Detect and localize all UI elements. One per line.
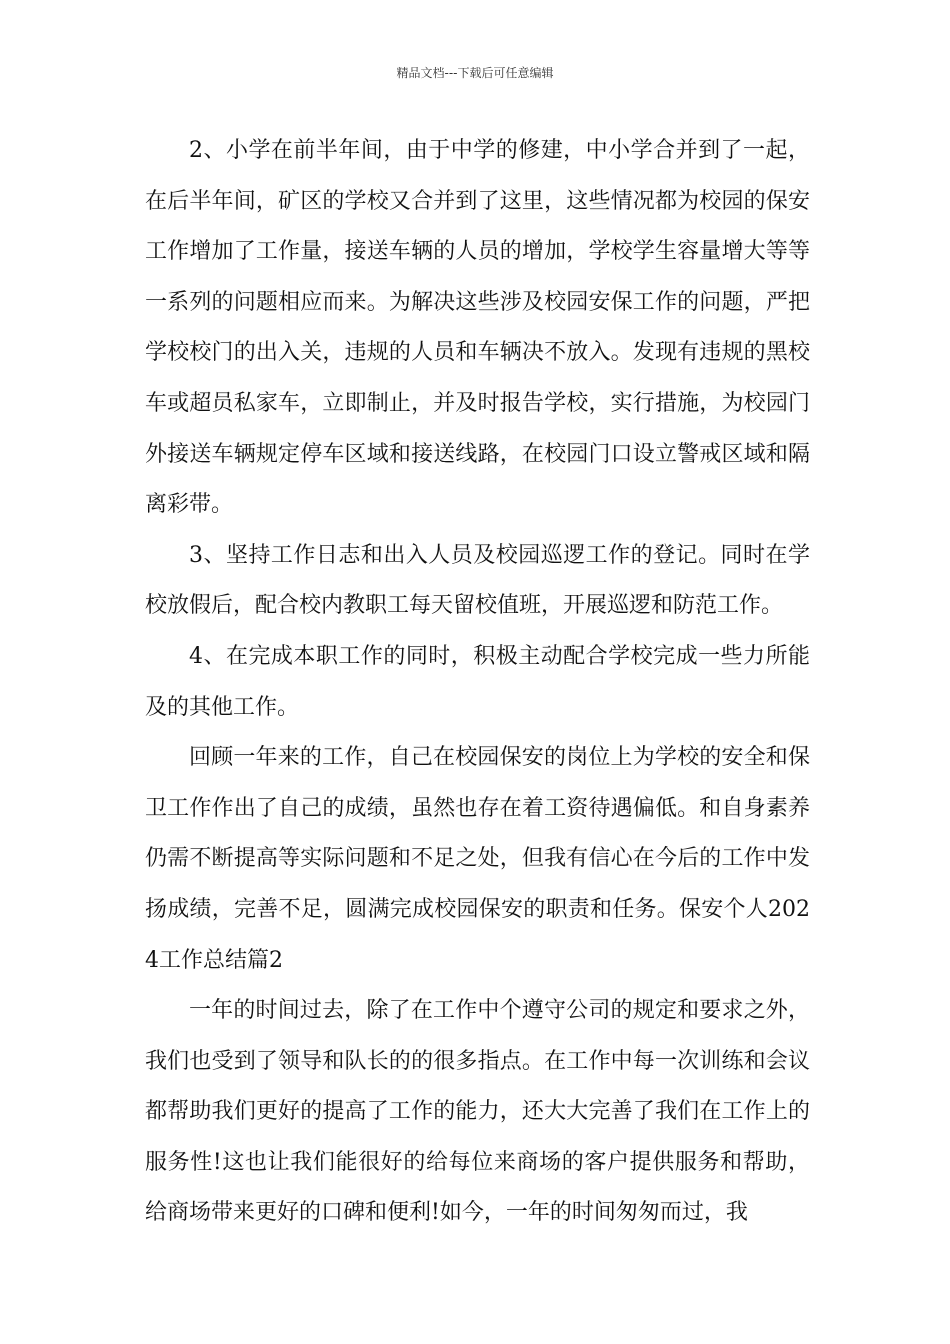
- paragraph-3: 3、坚持工作日志和出入人员及校园巡逻工作的登记。同时在学校放假后，配合校内教职工每天留校值班，开展巡逻和防范工作。: [145, 542, 810, 619]
- paragraph-4: 4、在完成本职工作的同时，积极主动配合学校完成一些力所能及的其他工作。: [145, 643, 810, 720]
- paragraph-2: 2、小学在前半年间，由于中学的修建，中小学合并到了一起，在后半年间，矿区的学校又合并到了这里，这些情况都为校园的保安工作增加了工作量，接送车辆的人员的增加，学校学生容量增大等等一系列的问题相应而来。为解决这些涉及校园安保工作的问题，严把学校校门的出入关，违规的人员和车辆决不放入。发现有违规的黑校车或超员私家车，立即制止，并及时报告学校，实行措施，为校园门外接送车辆规定停车区域和接送线路，在校园门口设立警戒区域和隔离彩带。: [145, 138, 810, 518]
- paragraph-part2: 一年的时间过去，除了在工作中个遵守公司的规定和要求之外，我们也受到了领导和队长的的很多指点。在工作中每一次训练和会议都帮助我们更好的提高了工作的能力，还大大完善了我们在工作上的服务性!这也让我们能很好的给每位来商场的客户提供服务和帮助，给商场带来更好的口碑和便利!如今，一年的时间匆匆而过，我: [145, 998, 810, 1226]
- document-body: [145, 126, 810, 1239]
- page-header: 精品文档---下载后可任意编辑: [396, 66, 554, 80]
- paragraph-review: 回顾一年来的工作，自己在校园保安的岗位上为学校的安全和保卫工作作出了自己的成绩，虽然也存在着工资待遇偏低。和自身素养仍需不断提高等实际问题和不足之处，但我有信心在今后的工作中发扬成绩，完善不足，圆满完成校园保安的职责和任务。保安个人2024工作总结篇2: [145, 745, 810, 973]
